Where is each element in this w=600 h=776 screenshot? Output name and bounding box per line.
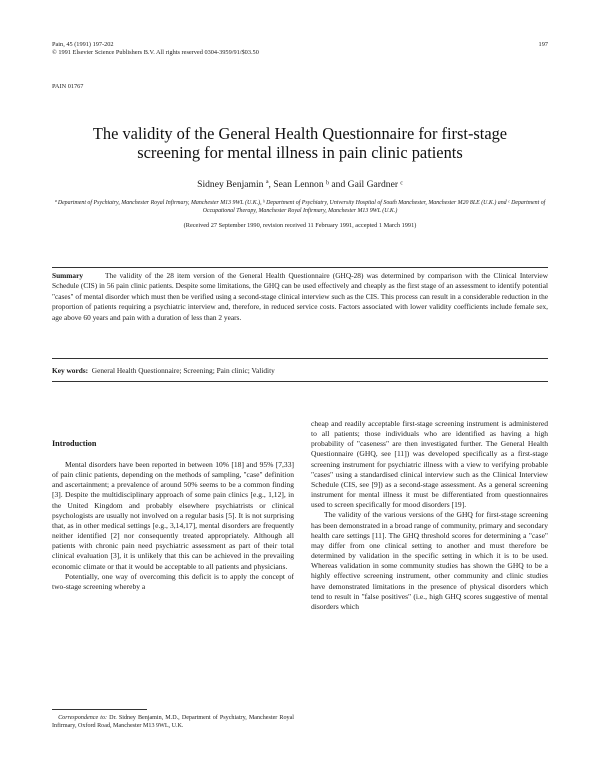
received-dates: (Received 27 September 1990, revision received 11 February 1991, accepted 1 March 1991) — [183, 222, 417, 229]
paper-title: The validity of the General Health Questionnaire for first-stage screening for mental illness in pain clinic patients — [92, 124, 508, 162]
paragraph: Mental disorders have been reported in between 10% [18] and 95% [7,33] of pain clinic patients, depending on the methods of sampling, "case" definition and ascertainment; a prevalence of around 50% seems to be a common finding [3]. Despite the multidisciplinary approach of some pain clinics [e.g., 1,12], in the United Kingdom and probably elsewhere psychiatrists or clinical psychologists are usually not involved on a regular basis [5]. It is not surprising that, as in other medical settings [e.g., 3,14,17], mental disorders are frequently neither identified [2] nor consequently treated appropriately. Although all patients with chronic pain need psychiatric assessment as part of their total clinical evaluation [3], it is unlikely that this can be achieved in the prevailing economic climate or that it would be acceptable to all patients and physicians. — [52, 460, 294, 571]
footnote-rule — [52, 709, 147, 710]
body-column-right — [311, 419, 548, 612]
keywords-rule — [52, 381, 548, 382]
paragraph: The validity of the various versions of the GHQ for first-stage screening has been demonstrated in a broad range of community, primary and secondary health care settings [11]. The GHQ threshold scores for determining a "case" may differ from one clinical setting to another and must therefore be determined by validation in the specific setting in which it is to be used. Whereas validation in some community studies has shown the GHQ to be a highly effective screening instrument, other community and clinic studies have demonstrated limitations in the presence of physical disorders which tend to result in "false positives" (i.e., high GHQ scores suggestive of mental disorders which — [311, 510, 548, 611]
affiliations: ª Department of Psychiatry, Manchester Royal Infirmary, Manchester M13 9WL (U.K.), ᵇ Department of Psychiatry, University Hospital of South Manchester, Manchester M20 8LE (U.K.) and ᶜ Department of Occupational Therapy, Manchester Royal Infirmary, Manchester M13 9WL (U.K.) — [54, 200, 546, 215]
body-column-left — [52, 460, 294, 592]
page-number: 197 — [538, 41, 548, 48]
article-code: PAIN 01767 — [52, 83, 84, 90]
paragraph: cheap and readily acceptable first-stage screening instrument is administered to all patients; those individuals who are identified as having a high probability of "caseness" are then investigated further. The General Health Questionnaire (GHQ, see [11]) was developed specifically as a first-stage screening instrument for psychiatric illness with a view to verifying probable "cases" using a standardised clinical interview such as the Clinical Interview Schedule (CIS, see [9]) as a second-stage assessment. As a general screening instrument for mental illness it must be differentiated from questionnaires used to screen specifically for mood disorders [19]. — [311, 419, 548, 510]
correspondence-footnote — [52, 714, 294, 730]
author-list: Sidney Benjamin ª, Sean Lennon ᵇ and Gail Gardner ᶜ — [197, 179, 403, 190]
keywords-label: Key words: — [52, 366, 89, 375]
abstract-label: Summary — [52, 271, 84, 280]
correspondence-label: Correspondence to: — [58, 715, 108, 721]
copyright-line: © 1991 Elsevier Science Publishers B.V. All rights reserved 0304-3959/91/$03.50 — [52, 49, 259, 56]
section-heading-introduction: Introduction — [52, 439, 97, 448]
journal-citation: Pain, 45 (1991) 197-202 — [52, 41, 114, 48]
abstract-top-rule — [52, 267, 548, 268]
abstract-bottom-rule — [52, 358, 548, 359]
paragraph: Potentially, one way of overcoming this deficit is to apply the concept of two-stage screening whereby a — [52, 571, 294, 591]
correspondence-text: Dr. Sidney Benjamin, M.D., Department of Psychiatry, Manchester Royal Infirmary, Oxford Road, Manchester M13 9WL, U.K. — [52, 715, 294, 729]
abstract-text: The validity of the 28 item version of the General Health Questionnaire (GHQ-28) was determined by comparison with the Clinical Interview Schedule (CIS) in 56 pain clinic patients. Despite some limitations, the GHQ can be used effectively and cheaply as the first stage of an assessment to identify potential "cases" of mental disorder which must then be verified using a second-stage clinical interview such as the CIS. This process can result in a considerable reduction in the proportion of patients requiring a psychiatric interview and, therefore, in reduced service costs. Factors associated with lower validity coefficients include female sex, age above 60 years and pain with a duration of less than 2 years. — [52, 271, 548, 322]
keywords — [52, 366, 548, 376]
keywords-text: General Health Questionnaire; Screening; Pain clinic; Validity — [91, 366, 275, 375]
abstract — [52, 271, 548, 323]
